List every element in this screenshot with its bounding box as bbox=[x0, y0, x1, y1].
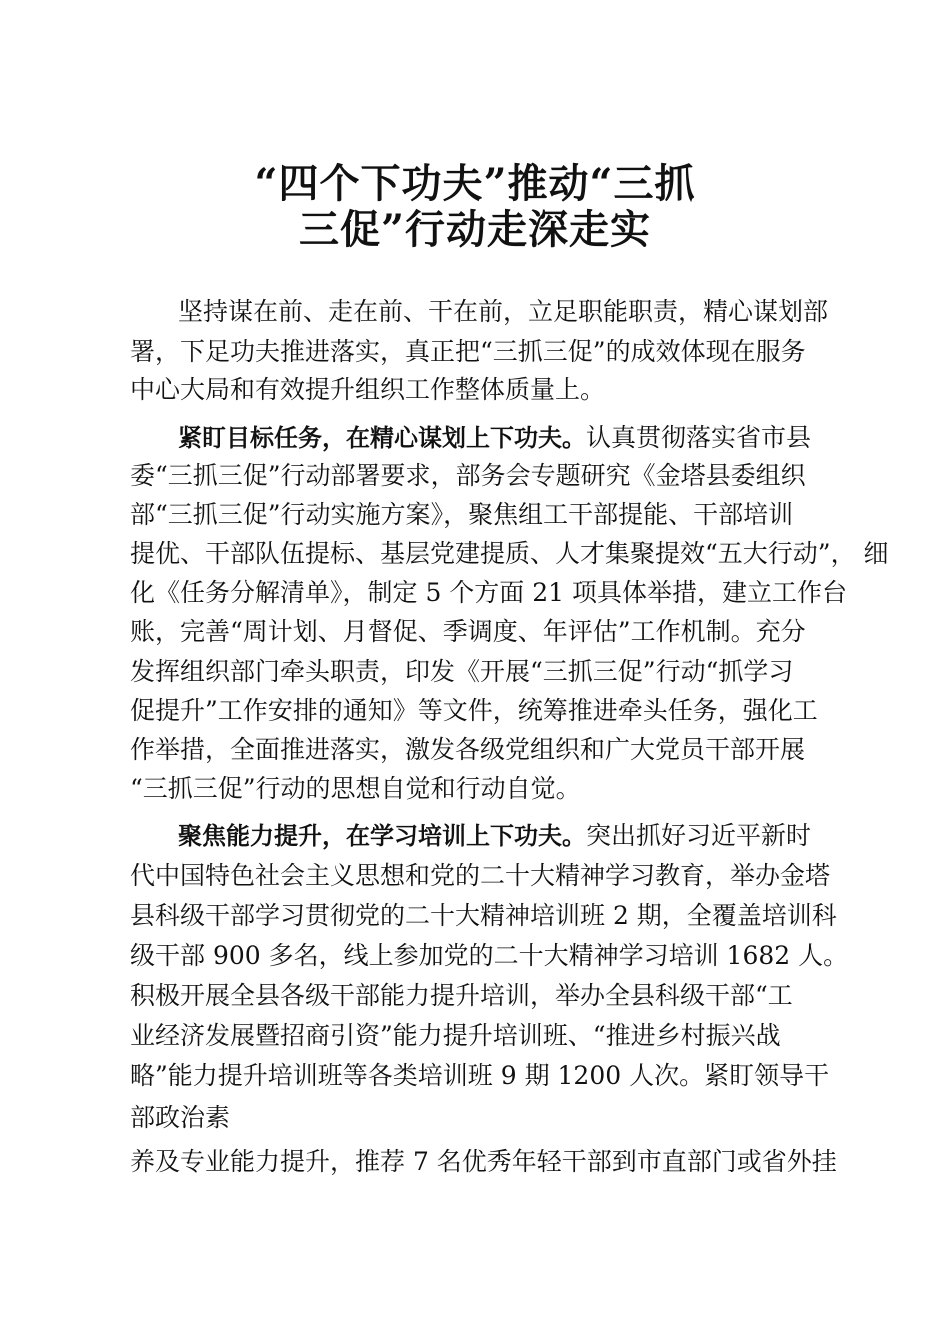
intro-line-1: 坚持谋在前、走在前、干在前，立足职能职责，精心谋划部 bbox=[178, 297, 829, 326]
section1-line: 委“三抓三促”行动部署要求，部务会专题研究《金塔县委组织 bbox=[130, 461, 806, 490]
section2-line: 代中国特色社会主义思想和党的二十大精神学习教育，举办金塔 bbox=[130, 861, 831, 890]
section2-line: 部政治素 bbox=[130, 1103, 231, 1132]
section2-lead: 聚焦能力提升，在学习培训上下功夫。 bbox=[178, 822, 586, 850]
intro-line-3: 中心大局和有效提升组织工作整体质量上。 bbox=[130, 375, 606, 404]
section1-first-rest: 认真贯彻落实省市县 bbox=[586, 423, 812, 452]
section2-line: 县科级干部学习贯彻党的二十大精神培训班 2 期，全覆盖培训科 bbox=[130, 901, 837, 930]
section2-line: 略”能力提升培训班等各类培训班 9 期 1200 人次。紧盯领导干 bbox=[130, 1061, 830, 1090]
section1-line: 化《任务分解清单》，制定 5 个方面 21 项具体举措，建立工作台 bbox=[130, 578, 848, 607]
section1-line: “三抓三促”行动的思想自觉和行动自觉。 bbox=[130, 774, 581, 803]
section1-line: 账，完善“周计划、月督促、季调度、年评估”工作机制。充分 bbox=[130, 617, 806, 646]
section1-line: 促提升”工作安排的通知》等文件，统筹推进牵头任务，强化工 bbox=[130, 696, 818, 725]
section1-line: 发挥组织部门牵头职责，印发《开展“三抓三促”行动“抓学习 bbox=[130, 657, 794, 686]
section1-lead: 紧盯目标任务，在精心谋划上下功夫。 bbox=[178, 424, 586, 452]
section2-first-line bbox=[178, 818, 835, 854]
section2-first-rest: 突出抓好习近平新时 bbox=[586, 821, 812, 850]
section1-line: 作举措，全面推进落实，激发各级党组织和广大党员干部开展 bbox=[130, 735, 806, 764]
section1-line: 部“三抓三促”行动实施方案》，聚焦组工干部提能、干部培训 bbox=[130, 500, 794, 529]
title-line-2: 三促”行动走深走实 bbox=[298, 206, 651, 253]
intro-line-2: 署，下足功夫推进落实，真正把“三抓三促”的成效体现在服务 bbox=[130, 337, 806, 366]
section2-line: 业经济发展暨招商引资”能力提升培训班、“推进乡村振兴战 bbox=[130, 1021, 781, 1050]
section2-line: 级干部 900 多名，线上参加党的二十大精神学习培训 1682 人。 bbox=[130, 941, 849, 970]
section1-line: 提优、干部队伍提标、基层党建提质、人才集聚提效“五大行动”， 细 bbox=[130, 539, 889, 568]
section2-line: 积极开展全县各级干部能力提升培训，举办全县科级干部“工 bbox=[130, 981, 793, 1010]
section2-line: 养及专业能力提升，推荐 7 名优秀年轻干部到市直部门或省外挂 bbox=[130, 1147, 837, 1176]
section1-first-line bbox=[178, 420, 835, 456]
title-line-1: “四个下功夫”推动“三抓 bbox=[254, 160, 696, 207]
